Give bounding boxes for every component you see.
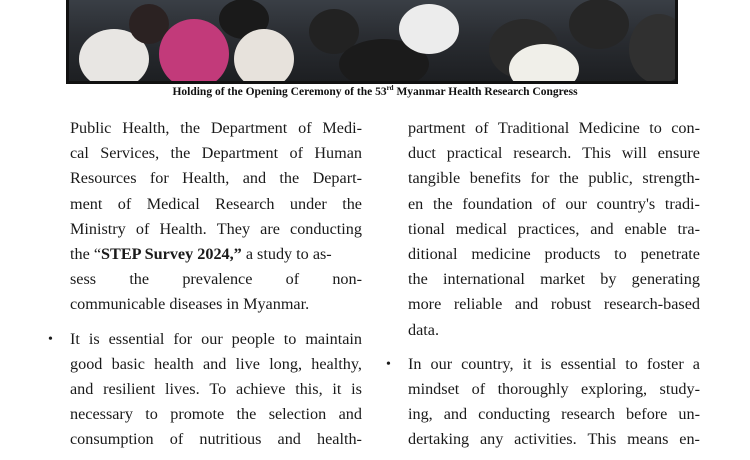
- word: conducting: [290, 219, 362, 238]
- step-survey-line: [70, 242, 362, 267]
- word: dertaking: [408, 430, 470, 449]
- word: To: [209, 379, 227, 398]
- text-line: [70, 352, 362, 377]
- word: under: [289, 194, 327, 213]
- photo-figure: [234, 29, 294, 84]
- text-line: [70, 166, 362, 191]
- word: and: [277, 430, 301, 449]
- right-paragraph: [408, 116, 700, 343]
- word: Research: [215, 194, 275, 213]
- word: practical: [446, 144, 503, 163]
- text-line: [408, 192, 700, 217]
- word: This: [587, 430, 617, 449]
- word: data.: [408, 320, 440, 339]
- left-column: [48, 116, 362, 452]
- word: ditional: [408, 244, 458, 263]
- word: Health,: [182, 169, 230, 188]
- word: for: [173, 329, 193, 348]
- word: to: [614, 244, 627, 263]
- text-line: [408, 116, 700, 141]
- word: conducting: [478, 405, 551, 424]
- word: long,: [269, 354, 303, 373]
- word: country,: [461, 354, 514, 373]
- text-line: [408, 402, 700, 427]
- photo-figure: [509, 44, 579, 84]
- word: robust: [550, 295, 592, 314]
- text-line: [70, 402, 362, 427]
- word: our: [430, 354, 453, 373]
- word: cal: [70, 144, 89, 163]
- word: ment: [70, 194, 103, 213]
- word: market: [540, 270, 586, 289]
- word: the: [558, 169, 579, 188]
- text-line: [408, 352, 700, 377]
- text-line: [408, 267, 700, 292]
- word: research-based: [603, 295, 700, 314]
- word: before: [626, 405, 668, 424]
- photo-figure: [399, 4, 459, 54]
- word: Health,: [122, 119, 170, 137]
- bullet-item: [386, 352, 700, 453]
- word: Services,: [100, 144, 160, 163]
- photo-figure: [159, 19, 229, 84]
- text: a study to as-: [241, 244, 332, 263]
- word: essential: [108, 329, 165, 348]
- word: international: [443, 270, 525, 289]
- word: practices,: [517, 219, 580, 238]
- word: study-: [659, 379, 700, 398]
- text-line: [408, 217, 700, 242]
- word: tradi-: [664, 194, 700, 213]
- bullet-text: [408, 352, 700, 453]
- word: will: [621, 144, 647, 163]
- text-line: [408, 292, 700, 317]
- word: it: [522, 354, 532, 373]
- right-column: [386, 116, 700, 452]
- word: Medical: [146, 194, 200, 213]
- word: activities.: [514, 430, 577, 449]
- word: and: [514, 295, 539, 314]
- word: medical: [455, 219, 507, 238]
- word: prevalence: [182, 270, 253, 289]
- word: it: [332, 379, 342, 398]
- text-line: [70, 327, 362, 352]
- word: enable: [624, 219, 667, 238]
- ceremony-photo: [66, 0, 678, 84]
- word: en-: [679, 430, 700, 449]
- word: means: [627, 430, 669, 449]
- word: en: [408, 194, 424, 213]
- word: and: [443, 405, 468, 424]
- word: In: [408, 354, 422, 373]
- word: Health.: [159, 219, 207, 238]
- word: people: [231, 329, 275, 348]
- word: of: [169, 430, 184, 449]
- word: medicine: [471, 244, 531, 263]
- photo-caption: Holding of the Opening Ceremony of the 53rd Myanmar Health Research Congress: [172, 84, 578, 98]
- text-line: [408, 377, 700, 402]
- word: reliable: [453, 295, 503, 314]
- word: to: [625, 354, 638, 373]
- word: promote: [170, 405, 225, 424]
- word: exploring,: [581, 379, 648, 398]
- word: maintain: [305, 329, 362, 348]
- word: This: [582, 144, 611, 163]
- word: necessary: [70, 405, 133, 424]
- word: of: [298, 119, 312, 137]
- word: to: [649, 119, 662, 137]
- word: healthy,: [311, 354, 362, 373]
- word: resilient: [103, 379, 156, 398]
- word: partment: [408, 119, 466, 137]
- word: country's: [596, 194, 656, 213]
- step-survey-title: STEP Survey 2024,”: [101, 244, 242, 263]
- word: tra-: [677, 219, 700, 238]
- word: of: [542, 194, 556, 213]
- text-line: [408, 166, 700, 191]
- word: the: [342, 194, 362, 213]
- left-paragraph: [70, 116, 362, 318]
- word: the: [170, 144, 191, 163]
- word: Human: [314, 144, 362, 163]
- word: penetrate: [640, 244, 700, 263]
- word: consumption: [70, 430, 154, 449]
- word: our: [565, 194, 587, 213]
- word: of: [135, 219, 150, 238]
- word: thoroughly: [497, 379, 569, 398]
- word: the: [279, 169, 300, 188]
- word: strength-: [642, 169, 700, 188]
- word: research.: [513, 144, 572, 163]
- bullet-icon: •: [386, 356, 391, 372]
- text-line: [70, 267, 362, 292]
- word: research: [561, 405, 616, 424]
- word: non-: [332, 270, 362, 289]
- word: of: [289, 144, 303, 163]
- word: the: [236, 405, 257, 424]
- word: foundation: [462, 194, 533, 213]
- word: Ministry: [70, 219, 126, 238]
- text-line: [408, 318, 700, 343]
- word: good: [70, 354, 103, 373]
- word: tangible: [408, 169, 461, 188]
- word: of: [117, 194, 132, 213]
- text-line: [70, 217, 362, 242]
- word: a: [692, 354, 700, 373]
- word: the: [129, 270, 150, 289]
- word: communicable diseases in Myanmar.: [70, 295, 310, 314]
- word: this,: [295, 379, 323, 398]
- word: more: [408, 295, 442, 314]
- word: essential: [560, 354, 617, 373]
- word: is: [540, 354, 552, 373]
- word: any: [479, 430, 504, 449]
- word: of: [474, 119, 489, 137]
- bullet-icon: •: [48, 331, 53, 347]
- word: Depart-: [312, 169, 362, 188]
- word: and: [203, 354, 227, 373]
- word: by: [600, 270, 617, 289]
- word: live: [235, 354, 260, 373]
- word: and: [338, 405, 362, 424]
- word: Medi-: [322, 119, 362, 137]
- word: of: [471, 379, 486, 398]
- word: selection: [268, 405, 327, 424]
- word: lives.: [165, 379, 200, 398]
- photo-figure: [629, 14, 678, 84]
- text-line: [70, 141, 362, 166]
- text-line: [70, 427, 362, 452]
- word: our: [201, 329, 223, 348]
- word: nutritious: [199, 430, 262, 449]
- word: foster: [646, 354, 684, 373]
- bullet-item: [48, 327, 362, 453]
- word: benefits: [469, 169, 521, 188]
- word: un-: [678, 405, 700, 424]
- word: It: [70, 329, 80, 348]
- word: is: [351, 379, 362, 398]
- word: for: [530, 169, 550, 188]
- word: and: [70, 379, 94, 398]
- word: generating: [631, 270, 700, 289]
- word: for: [149, 169, 169, 188]
- word: the: [408, 270, 428, 289]
- word: Resources: [70, 169, 137, 188]
- text: the “: [70, 244, 102, 263]
- word: and: [590, 219, 614, 238]
- word: tional: [408, 219, 445, 238]
- word: basic: [111, 354, 145, 373]
- text-line: [408, 242, 700, 267]
- word: products: [544, 244, 601, 263]
- word: Department: [201, 144, 279, 163]
- word: Traditional: [497, 119, 570, 137]
- word: and: [242, 169, 267, 188]
- word: to: [283, 329, 297, 348]
- text-line: [70, 292, 362, 317]
- word: duct: [408, 144, 436, 163]
- text-line: [70, 377, 362, 402]
- word: to: [145, 405, 158, 424]
- word: Department: [210, 119, 288, 137]
- word: health: [154, 354, 194, 373]
- word: achieve: [236, 379, 286, 398]
- word: Public: [70, 119, 112, 137]
- bullet-text: [70, 327, 362, 453]
- word: public,: [588, 169, 633, 188]
- word: con-: [671, 119, 700, 137]
- word: of: [285, 270, 300, 289]
- word: are: [260, 219, 280, 238]
- photo-figure: [569, 0, 629, 49]
- word: They: [216, 219, 251, 238]
- text-line: [408, 141, 700, 166]
- text-line: [70, 116, 362, 141]
- word: is: [88, 329, 100, 348]
- text-line: [70, 192, 362, 217]
- word: mindset: [408, 379, 460, 398]
- word: Medicine: [578, 119, 640, 137]
- word: health-: [317, 430, 362, 449]
- word: the: [432, 194, 453, 213]
- word: the: [180, 119, 201, 137]
- word: sess: [70, 270, 97, 289]
- word: ing,: [408, 405, 433, 424]
- text-line: [408, 427, 700, 452]
- word: ensure: [657, 144, 700, 163]
